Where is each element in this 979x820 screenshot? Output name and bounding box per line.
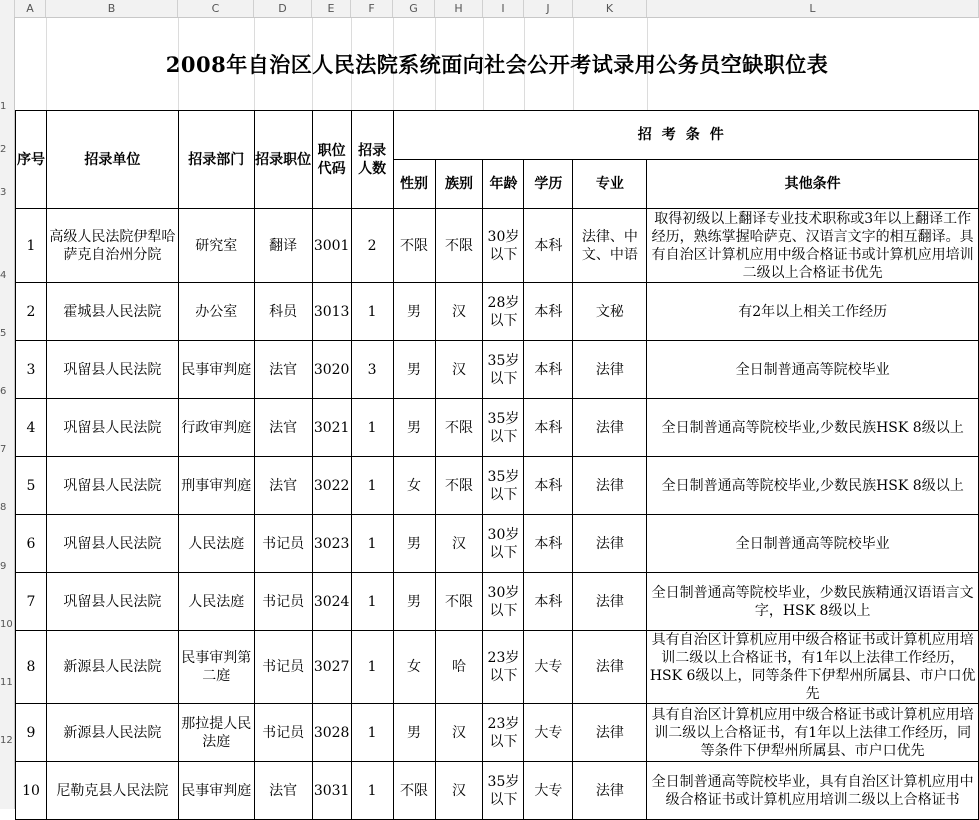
cell-code[interactable]: 3024 [312, 573, 351, 631]
cell-seq[interactable]: 4 [16, 399, 47, 457]
cell-major[interactable]: 法律 [573, 457, 647, 515]
cell-major[interactable]: 文秘 [573, 283, 647, 341]
header-major[interactable]: 专业 [573, 160, 647, 209]
cell-seq[interactable]: 2 [16, 283, 47, 341]
cell-seq[interactable]: 1 [16, 209, 47, 283]
cell-dept[interactable]: 民事审判第二庭 [178, 631, 254, 704]
header-seq[interactable]: 序号 [16, 111, 47, 209]
cell-other[interactable]: 有2年以上相关工作经历 [647, 283, 979, 341]
header-count[interactable]: 招录人数 [351, 111, 393, 209]
vacancy-table [15, 110, 979, 820]
cell-position[interactable]: 法官 [254, 399, 312, 457]
cell-position[interactable]: 科员 [254, 283, 312, 341]
header-position[interactable]: 招录职位 [254, 111, 312, 209]
cell-dept[interactable]: 民事审判庭 [178, 762, 254, 820]
cell-unit[interactable]: 尼勒克县人民法院 [46, 762, 178, 820]
column-header-j[interactable]: J [524, 0, 573, 17]
cell-dept[interactable]: 办公室 [178, 283, 254, 341]
row-header-bar [0, 17, 15, 809]
cell-code[interactable]: 3021 [312, 399, 351, 457]
cell-other[interactable]: 全日制普通高等院校毕业，少数民族精通汉语语言文字，HSK 8级以上 [647, 573, 979, 631]
cell-age[interactable]: 23岁以下 [483, 704, 524, 762]
cell-gender[interactable]: 女 [393, 457, 435, 515]
cell-count[interactable]: 1 [351, 762, 393, 820]
cell-age[interactable]: 28岁以下 [483, 283, 524, 341]
table-row [16, 704, 979, 762]
cell-dept[interactable]: 那拉提人民法庭 [178, 704, 254, 762]
cell-gender[interactable]: 男 [393, 515, 435, 573]
cell-unit[interactable]: 巩留县人民法院 [46, 573, 178, 631]
header-row [16, 111, 979, 160]
cell-position[interactable]: 书记员 [254, 631, 312, 704]
table-row [16, 573, 979, 631]
column-header-e[interactable]: E [312, 0, 351, 17]
cell-position[interactable]: 书记员 [254, 704, 312, 762]
row-number[interactable]: 11 [0, 677, 13, 688]
row-number[interactable]: 5 [0, 328, 7, 339]
cell-code[interactable]: 3027 [312, 631, 351, 704]
cell-ethnic[interactable]: 汉 [435, 341, 483, 399]
cell-education[interactable]: 本科 [524, 457, 573, 515]
row-number[interactable]: 2 [0, 144, 7, 155]
header-dept[interactable]: 招录部门 [178, 111, 254, 209]
table-row [16, 457, 979, 515]
cell-count[interactable]: 1 [351, 573, 393, 631]
cell-gender[interactable]: 男 [393, 341, 435, 399]
cell-major[interactable]: 法律 [573, 341, 647, 399]
cell-other[interactable]: 全日制普通高等院校毕业 [647, 341, 979, 399]
row-number[interactable]: 3 [0, 187, 7, 198]
cell-gender[interactable]: 不限 [393, 762, 435, 820]
cell-education[interactable]: 大专 [524, 762, 573, 820]
cell-code[interactable]: 3022 [312, 457, 351, 515]
column-header-l[interactable]: L [647, 0, 979, 17]
cell-education[interactable]: 本科 [524, 573, 573, 631]
cell-ethnic[interactable]: 不限 [435, 209, 483, 283]
cell-other[interactable]: 全日制普通高等院校毕业 [647, 515, 979, 573]
cell-count[interactable]: 1 [351, 457, 393, 515]
cell-dept[interactable]: 行政审判庭 [178, 399, 254, 457]
cell-gender[interactable]: 男 [393, 573, 435, 631]
row-number[interactable]: 6 [0, 386, 7, 397]
header-ethnic[interactable]: 族别 [435, 160, 483, 209]
column-header-d[interactable]: D [254, 0, 312, 17]
row-number[interactable]: 4 [0, 270, 7, 281]
cell-code[interactable]: 3001 [312, 209, 351, 283]
table-row [16, 631, 979, 704]
row-number[interactable]: 12 [0, 735, 13, 746]
header-age[interactable]: 年龄 [483, 160, 524, 209]
cell-ethnic[interactable]: 汉 [435, 283, 483, 341]
cell-position[interactable]: 法官 [254, 762, 312, 820]
row-number[interactable]: 1 [0, 101, 7, 112]
cell-ethnic[interactable]: 哈 [435, 631, 483, 704]
cell-age[interactable]: 35岁以下 [483, 341, 524, 399]
cell-major[interactable]: 法律 [573, 762, 647, 820]
column-header-f[interactable]: F [351, 0, 393, 17]
cell-other[interactable]: 具有自治区计算机应用中级合格证书或计算机应用培训二级以上合格证书，有1年以上法律工作经历，HSK 6级以上，同等条件下伊犁州所属县、市户口优先 [647, 631, 979, 704]
column-header-b[interactable]: B [46, 0, 178, 17]
cell-education[interactable]: 本科 [524, 209, 573, 283]
cell-count[interactable]: 1 [351, 399, 393, 457]
cell-code[interactable]: 3028 [312, 704, 351, 762]
cell-seq[interactable]: 3 [16, 341, 47, 399]
column-header-i[interactable]: I [483, 0, 524, 17]
select-all-corner[interactable] [0, 0, 15, 17]
header-gender[interactable]: 性别 [393, 160, 435, 209]
cell-major[interactable]: 法律、中文、中语 [573, 209, 647, 283]
column-header-g[interactable]: G [393, 0, 435, 17]
cell-age[interactable]: 30岁以下 [483, 515, 524, 573]
cell-education[interactable]: 本科 [524, 515, 573, 573]
cell-age[interactable]: 30岁以下 [483, 573, 524, 631]
column-header-h[interactable]: H [435, 0, 483, 17]
table-row [16, 399, 979, 457]
cell-other[interactable]: 全日制普通高等院校毕业,少数民族HSK 8级以上 [647, 457, 979, 515]
cell-major[interactable]: 法律 [573, 631, 647, 704]
cell-dept[interactable]: 人民法庭 [178, 515, 254, 573]
cell-unit[interactable]: 新源县人民法院 [46, 631, 178, 704]
cell-other[interactable]: 取得初级以上翻译专业技术职称或3年以上翻译工作经历，熟练掌握哈萨克、汉语言文字的相互翻译。具有自治区计算机应用中级合格证书或计算机应用培训二级以上合格证书优先 [647, 209, 979, 283]
cell-unit[interactable]: 霍城县人民法院 [46, 283, 178, 341]
cell-code[interactable]: 3013 [312, 283, 351, 341]
cell-code[interactable]: 3023 [312, 515, 351, 573]
cell-seq[interactable]: 6 [16, 515, 47, 573]
cell-unit[interactable]: 巩留县人民法院 [46, 457, 178, 515]
cell-education[interactable]: 大专 [524, 631, 573, 704]
column-header-bar [0, 0, 979, 18]
cell-education[interactable]: 本科 [524, 341, 573, 399]
cell-education[interactable]: 大专 [524, 704, 573, 762]
cell-ethnic[interactable]: 不限 [435, 573, 483, 631]
cell-gender[interactable]: 女 [393, 631, 435, 704]
cell-code[interactable]: 3031 [312, 762, 351, 820]
header-other[interactable]: 其他条件 [647, 160, 979, 209]
cell-ethnic[interactable]: 汉 [435, 762, 483, 820]
cell-age[interactable]: 23岁以下 [483, 631, 524, 704]
cell-seq[interactable]: 9 [16, 704, 47, 762]
cell-education[interactable]: 本科 [524, 399, 573, 457]
cell-other[interactable]: 全日制普通高等院校毕业，具有自治区计算机应用中级合格证书或计算机应用培训二级以上合格证书 [647, 762, 979, 820]
table-row [16, 762, 979, 820]
cell-dept[interactable]: 研究室 [178, 209, 254, 283]
cell-count[interactable]: 1 [351, 704, 393, 762]
cell-position[interactable]: 书记员 [254, 573, 312, 631]
cell-position[interactable]: 翻译 [254, 209, 312, 283]
cell-age[interactable]: 35岁以下 [483, 399, 524, 457]
cell-ethnic[interactable]: 汉 [435, 515, 483, 573]
table-row [16, 515, 979, 573]
cell-count[interactable]: 2 [351, 209, 393, 283]
table-row [16, 209, 979, 283]
cell-gender[interactable]: 不限 [393, 209, 435, 283]
header-code[interactable]: 职位代码 [312, 111, 351, 209]
cell-gender[interactable]: 男 [393, 399, 435, 457]
column-header-a[interactable]: A [15, 0, 46, 17]
cell-seq[interactable]: 5 [16, 457, 47, 515]
cell-count[interactable]: 3 [351, 341, 393, 399]
cell-unit[interactable]: 巩留县人民法院 [46, 399, 178, 457]
table-row [16, 283, 979, 341]
cell-dept[interactable]: 人民法庭 [178, 573, 254, 631]
cell-seq[interactable]: 7 [16, 573, 47, 631]
cell-major[interactable]: 法律 [573, 515, 647, 573]
cell-seq[interactable]: 8 [16, 631, 47, 704]
header-conditions[interactable]: 招考条件 [393, 111, 978, 160]
cell-unit[interactable]: 巩留县人民法院 [46, 515, 178, 573]
cell-position[interactable]: 法官 [254, 457, 312, 515]
cell-ethnic[interactable]: 不限 [435, 399, 483, 457]
cell-ethnic[interactable]: 汉 [435, 704, 483, 762]
cell-dept[interactable]: 民事审判庭 [178, 341, 254, 399]
row-number[interactable]: 8 [0, 502, 7, 513]
row-number[interactable]: 10 [0, 619, 13, 630]
cell-code[interactable]: 3020 [312, 341, 351, 399]
cell-gender[interactable]: 男 [393, 704, 435, 762]
cell-unit[interactable]: 巩留县人民法院 [46, 341, 178, 399]
row-number[interactable]: 9 [0, 561, 7, 572]
cell-gender[interactable]: 男 [393, 283, 435, 341]
cell-age[interactable]: 35岁以下 [483, 457, 524, 515]
page-title: 2008年自治区人民法院系统面向社会公开考试录用公务员空缺职位表 [165, 52, 829, 77]
cell-count[interactable]: 1 [351, 515, 393, 573]
cell-age[interactable]: 35岁以下 [483, 762, 524, 820]
cell-ethnic[interactable]: 不限 [435, 457, 483, 515]
cell-dept[interactable]: 刑事审判庭 [178, 457, 254, 515]
cell-education[interactable]: 本科 [524, 283, 573, 341]
cell-unit[interactable]: 高级人民法院伊犁哈萨克自治州分院 [46, 209, 178, 283]
cell-unit[interactable]: 新源县人民法院 [46, 704, 178, 762]
cell-major[interactable]: 法律 [573, 399, 647, 457]
cell-major[interactable]: 法律 [573, 573, 647, 631]
table-row [16, 341, 979, 399]
row-number[interactable]: 7 [0, 444, 7, 455]
cell-seq[interactable]: 10 [16, 762, 47, 820]
cell-position[interactable]: 书记员 [254, 515, 312, 573]
cell-age[interactable]: 30岁以下 [483, 209, 524, 283]
cell-major[interactable]: 法律 [573, 704, 647, 762]
column-header-c[interactable]: C [178, 0, 254, 17]
header-education[interactable]: 学历 [524, 160, 573, 209]
header-unit[interactable]: 招录单位 [46, 111, 178, 209]
column-header-k[interactable]: K [573, 0, 647, 17]
cell-other[interactable]: 全日制普通高等院校毕业,少数民族HSK 8级以上 [647, 399, 979, 457]
cell-count[interactable]: 1 [351, 631, 393, 704]
cell-count[interactable]: 1 [351, 283, 393, 341]
cell-other[interactable]: 具有自治区计算机应用中级合格证书或计算机应用培训二级以上合格证书，有1年以上法律工作经历，同等条件下伊犁州所属县、市户口优先 [647, 704, 979, 762]
cell-position[interactable]: 法官 [254, 341, 312, 399]
